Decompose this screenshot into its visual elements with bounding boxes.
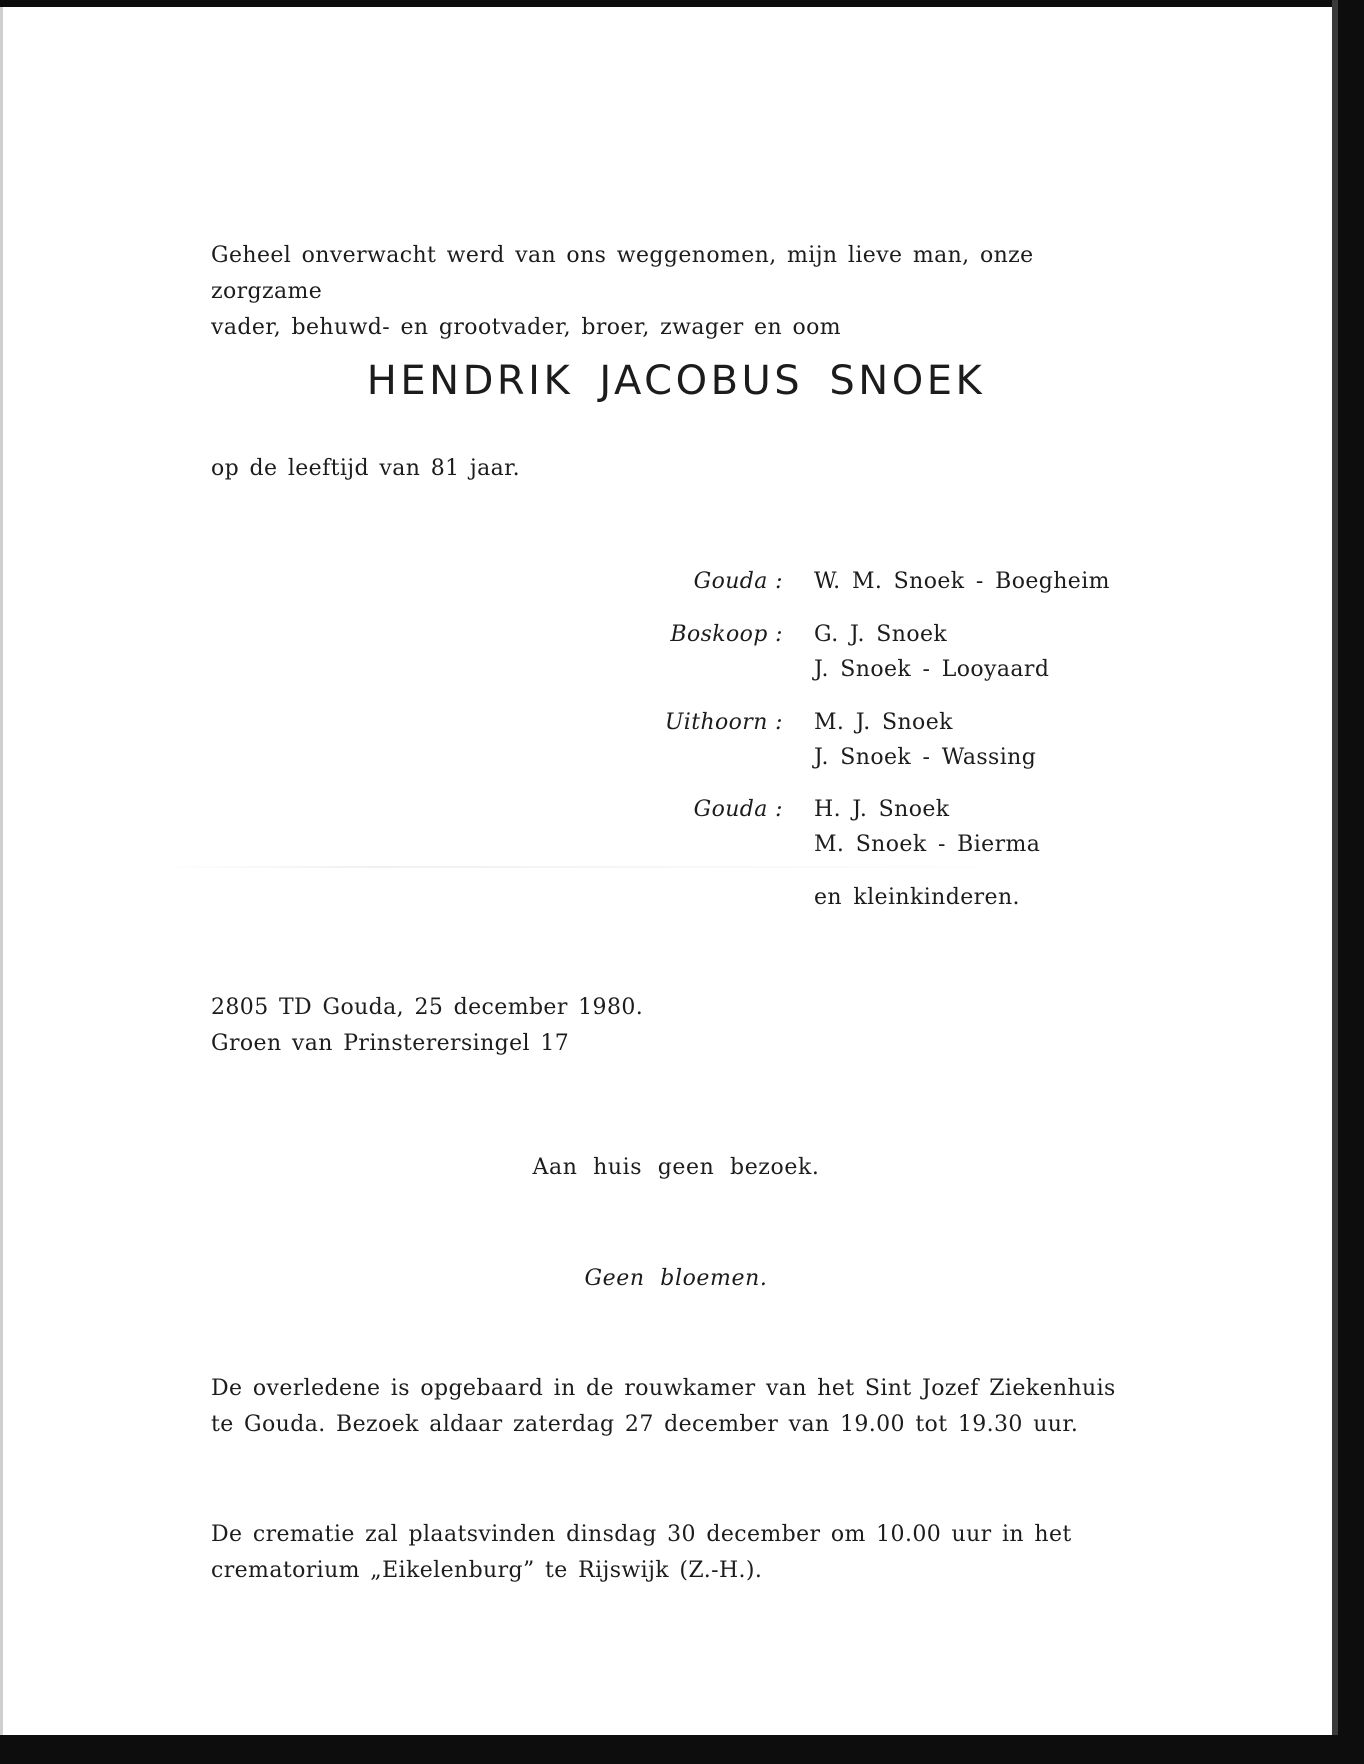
relative-name: J. Snoek - Looyaard	[814, 657, 1050, 682]
deceased-name: HENDRIK JACOBUS SNOEK	[366, 358, 986, 404]
relative-place: Gouda :	[693, 569, 783, 594]
relative-place: Gouda :	[693, 797, 783, 822]
relative-name: W. M. Snoek - Boegheim	[814, 569, 1110, 594]
viewing-line-2: te Gouda. Bezoek aldaar zaterdag 27 december van 19.00 tot 19.30 uur.	[211, 1412, 1079, 1437]
relative-name: M. Snoek - Bierma	[814, 832, 1041, 857]
cremation-line-1: De crematie zal plaatsvinden dinsdag 30 december om 10.00 uur in het	[211, 1522, 1072, 1547]
paper-fold-line	[150, 866, 1050, 868]
no-flowers-notice: Geen bloemen.	[584, 1266, 768, 1291]
relative-name: M. J. Snoek	[814, 710, 953, 735]
relative-place: Uithoorn :	[664, 710, 783, 735]
relative-name: J. Snoek - Wassing	[814, 745, 1037, 770]
age-line: op de leeftijd van 81 jaar.	[211, 456, 521, 481]
address-block	[211, 990, 1141, 1062]
viewing-line-1: De overledene is opgebaard in de rouwkamer van het Sint Jozef Ziekenhuis	[211, 1376, 1116, 1401]
relative-name: G. J. Snoek	[814, 622, 948, 647]
intro-line-1: Geheel onverwacht werd van ons weggenomen, mijn lieve man, onze zorgzame	[211, 243, 1034, 304]
grandchildren-line: en kleinkinderen.	[814, 885, 1020, 910]
mourning-border-top	[0, 0, 1364, 7]
intro-text	[211, 238, 1141, 346]
viewing-text	[211, 1371, 1141, 1443]
relative-place: Boskoop :	[670, 622, 783, 647]
address-line-1: 2805 TD Gouda, 25 december 1980.	[211, 995, 644, 1020]
mourning-border-bottom	[0, 1735, 1364, 1764]
cremation-text	[211, 1517, 1141, 1589]
card-left-edge	[0, 0, 3, 1764]
relative-name: H. J. Snoek	[814, 797, 950, 822]
mourning-border-right	[1338, 0, 1364, 1764]
address-line-2: Groen van Prinsterersingel 17	[211, 1031, 570, 1056]
cremation-line-2: crematorium „Eikelenburg” te Rijswijk (Z.-H.).	[211, 1558, 763, 1583]
intro-line-2: vader, behuwd- en grootvader, broer, zwager en oom	[211, 315, 841, 340]
no-visit-notice: Aan huis geen bezoek.	[532, 1155, 820, 1180]
